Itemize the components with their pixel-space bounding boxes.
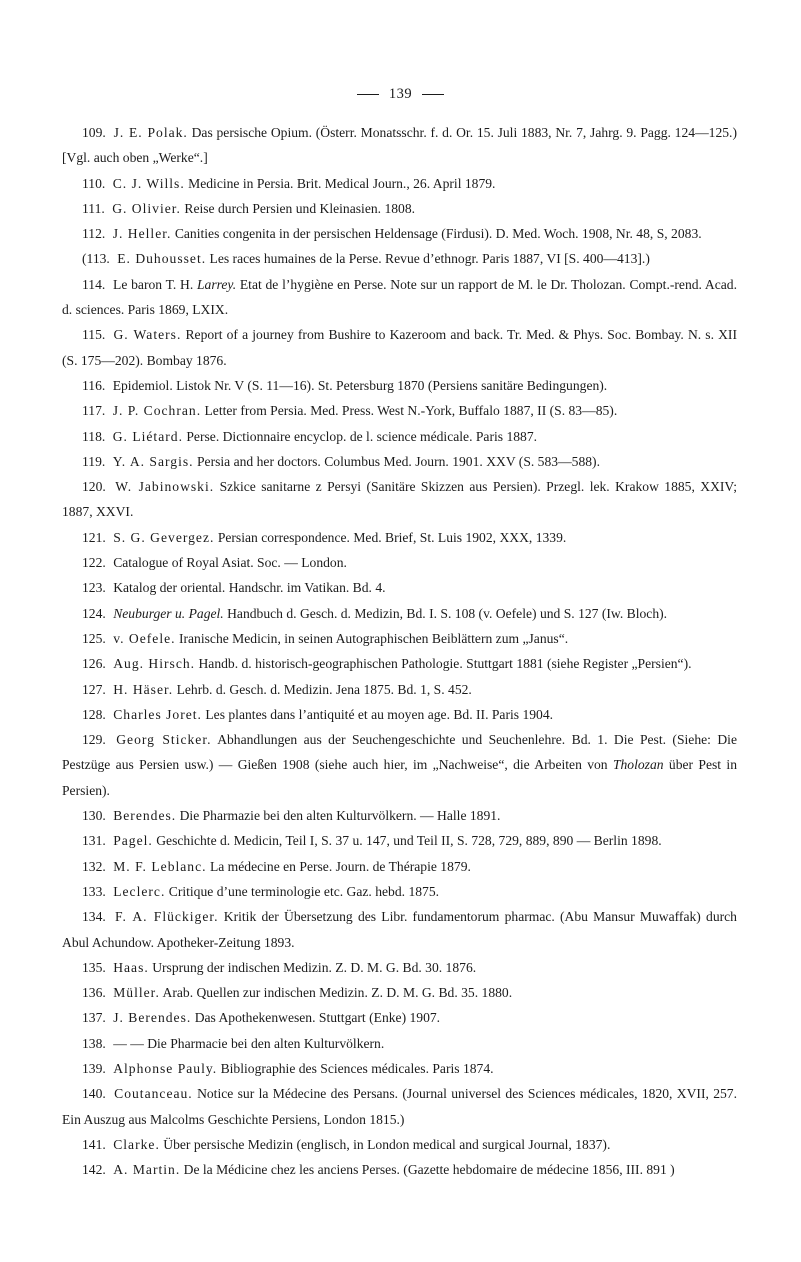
entry-text-tail: über Pest in Persien). <box>62 757 737 798</box>
entry-author: S. G. Gevergez. <box>113 529 215 545</box>
entry-italic-author: Neuburger u. Pagel. <box>113 605 224 621</box>
bibliography-entry <box>62 904 737 955</box>
entry-text: Perse. Dictionnaire encyclop. de l. science médicale. Paris 1887. <box>186 428 538 444</box>
entry-author: Charles Joret. <box>113 706 202 722</box>
entry-text: Les plantes dans l’antiquité et au moyen age. Bd. II. Paris 1904. <box>205 706 554 722</box>
entry-author: Aug. Hirsch. <box>113 656 196 672</box>
entry-text: Medicine in Persia. Brit. Medical Journ., 26. April 1879. <box>188 175 496 191</box>
entry-number: 116. <box>82 377 106 393</box>
entry-number: 140. <box>82 1086 106 1102</box>
entry-text: De la Médicine chez les anciens Perses. (Gazette hebdomaire de médecine 1856, III. 891 ) <box>183 1162 675 1178</box>
entry-text: Persian correspondence. Med. Brief, St. Luis 1902, XXX, 1339. <box>217 529 567 545</box>
entry-author: Alphonse Pauly. <box>113 1060 218 1076</box>
bibliography-entry <box>62 677 737 702</box>
entry-author: Y. A. Sargis. <box>112 453 194 469</box>
entry-author: Clarke. <box>113 1136 160 1152</box>
bibliography-entry <box>62 424 737 449</box>
entry-number: 115. <box>82 327 106 343</box>
bibliography-entry <box>62 854 737 879</box>
bibliography-entry <box>62 171 737 196</box>
bibliography-entry <box>62 980 737 1005</box>
bibliography-entry <box>62 601 737 626</box>
bibliography-entry <box>62 322 737 373</box>
entry-author: G. Liétard. <box>112 428 183 444</box>
entry-number: 139. <box>82 1060 106 1076</box>
entry-author: G. Waters. <box>113 327 182 343</box>
bibliography-entry <box>62 1132 737 1157</box>
bibliography-entry <box>62 1005 737 1030</box>
entry-number: 109. <box>82 125 106 140</box>
entry-text: Die Pharmazie bei den alten Kulturvölkern. — Halle 1891. <box>179 808 501 824</box>
entry-number: 112. <box>82 226 106 242</box>
entry-italic-name: Tholozan <box>612 757 664 773</box>
bibliography-entry <box>62 575 737 600</box>
entry-number: 111. <box>82 200 105 216</box>
entry-author: C. J. Wills. <box>112 175 185 191</box>
entry-author: J. Heller. <box>112 226 172 242</box>
bibliography-entry <box>62 879 737 904</box>
entry-text: Arab. Quellen zur indischen Medizin. Z. D. M. G. Bd. 35. 1880. <box>162 985 513 1001</box>
entry-number: 114. <box>82 276 106 292</box>
entry-number: 138. <box>82 1035 106 1051</box>
entry-number: 124. <box>82 605 106 621</box>
bibliography-list <box>62 120 737 1182</box>
entry-text: Etat de l’hygiène en Perse. Note sur un rapport de M. le Dr. Tholozan. Compt.-rend. Acad. d. sciences. Paris 1869, LXIX. <box>62 276 738 318</box>
header-rule-left <box>357 94 379 95</box>
entry-text: — — Die Pharmacie bei den alten Kulturvölkern. <box>113 1035 385 1051</box>
entry-italic-author: Larrey. <box>196 276 237 292</box>
bibliography-entry <box>62 1031 737 1056</box>
entry-text: Letter from Persia. Med. Press. West N.-York, Buffalo 1887, II (S. 83—85). <box>204 403 618 419</box>
entry-text: Bibliographie des Sciences médicales. Paris 1874. <box>220 1060 494 1076</box>
entry-text: Iranische Medicin, in seinen Autographischen Beiblättern zum „Janus“. <box>178 630 569 646</box>
page-number: 139 <box>388 86 413 102</box>
entry-text: Handbuch d. Gesch. d. Medizin, Bd. I. S. 108 (v. Oefele) und S. 127 (Iw. Bloch). <box>227 605 668 621</box>
entry-number: 134. <box>82 909 106 925</box>
entry-text: Canities congenita in der persischen Heldensage (Firdusi). D. Med. Woch. 1908, Nr. 48, S, 2083. <box>174 226 702 242</box>
entry-author: F. A. Flückiger. <box>115 909 219 925</box>
entry-author: J. E. Polak. <box>113 125 188 140</box>
entry-text: Katalog der oriental. Handschr. im Vatikan. Bd. 4. <box>113 580 386 596</box>
bibliography-entry <box>62 120 737 171</box>
entry-number: 120. <box>82 479 106 495</box>
entry-author: Müller. <box>113 985 160 1001</box>
bibliography-entry <box>62 1157 737 1182</box>
entry-author: E. Duhousset. <box>117 251 207 267</box>
entry-text: La médecine en Perse. Journ. de Thérapie 1879. <box>209 858 471 874</box>
entry-text: Das persische Opium. (Österr. Monatsschr. f. d. Or. 15. Juli 1883, Nr. 7, Jahrg. 9. Pagg. 124—125.) [Vgl. auch oben „Werke“.] <box>62 125 737 166</box>
entry-number: 119. <box>82 453 106 469</box>
entry-author: Pagel. <box>113 833 153 849</box>
entry-number: 133. <box>82 883 106 899</box>
entry-text: Ursprung der indischen Medizin. Z. D. M. G. Bd. 30. 1876. <box>152 959 477 975</box>
entry-author: Coutanceau. <box>114 1086 193 1102</box>
entry-author: M. F. Leblanc. <box>113 858 207 874</box>
entry-number: 118. <box>82 428 106 444</box>
entry-text: Lehrb. d. Gesch. d. Medizin. Jena 1875. Bd. 1, S. 452. <box>176 681 472 697</box>
entry-text: Abhandlungen aus der Seuchengeschichte und Seuchenlehre. Bd. 1. Die Pest. (Siehe: Die Pestzüge aus Persien usw.) — Gießen 1908 (siehe auch hier, im „Nachweise“, die Arbeiten von <box>62 732 737 773</box>
entry-number: 129. <box>82 732 106 748</box>
entry-number: 123. <box>82 580 106 596</box>
entry-text: Kritik der Übersetzung des Libr. fundamentorum pharmac. (Abu Mansur Muwaffak) durch Abul Achundow. Apotheker-Zeitung 1893. <box>62 909 737 950</box>
entry-text: Critique d’une terminologie etc. Gaz. hebd. 1875. <box>168 883 440 899</box>
entry-author: Georg Sticker. <box>116 732 212 748</box>
bibliography-entry <box>62 449 737 474</box>
entry-number: 131. <box>82 833 106 849</box>
entry-number: 110. <box>82 175 106 191</box>
entry-author: v. Oefele. <box>113 630 176 646</box>
bibliography-entry <box>62 803 737 828</box>
entry-text: Das Apothekenwesen. Stuttgart (Enke) 1907. <box>194 1010 441 1026</box>
entry-author: Leclerc. <box>113 883 166 899</box>
entry-text: Handb. d. historisch-geographischen Pathologie. Stuttgart 1881 (siehe Register „Persien“). <box>198 656 692 672</box>
entry-number: 121. <box>82 529 106 545</box>
bibliography-entry <box>62 550 737 575</box>
entry-number: 132. <box>82 858 106 874</box>
entry-number: (113. <box>82 251 110 267</box>
entry-text: Geschichte d. Medicin, Teil I, S. 37 u. 147, und Teil II, S. 728, 729, 889, 890 — Berlin 1898. <box>156 833 662 849</box>
entry-author: H. Häser. <box>113 681 174 697</box>
bibliography-entry <box>62 955 737 980</box>
entry-text: Persia and her doctors. Columbus Med. Journ. 1901. XXV (S. 583—588). <box>196 453 600 469</box>
bibliography-entry <box>62 626 737 651</box>
bibliography-entry <box>62 1081 737 1132</box>
entry-author: Berendes. <box>113 808 177 824</box>
bibliography-entry <box>62 1056 737 1081</box>
entry-number: 128. <box>82 706 106 722</box>
page-header <box>0 86 801 103</box>
entry-author: Haas. <box>113 959 149 975</box>
entry-text: Szkice sanitarne z Persyi (Sanitäre Skizzen aus Persien). Przegl. lek. Krakow 1885, XXIV; 1887, XXVI. <box>62 479 738 520</box>
bibliography-entry <box>62 651 737 676</box>
header-rule-right <box>422 94 444 95</box>
entry-text: Catalogue of Royal Asiat. Soc. — London. <box>113 555 347 571</box>
bibliography-entry <box>62 828 737 853</box>
bibliography-entry <box>62 474 737 525</box>
bibliography-entry <box>62 525 737 550</box>
entry-number: 137. <box>82 1010 106 1026</box>
bibliography-entry <box>62 246 737 271</box>
entry-author: A. Martin. <box>113 1162 181 1178</box>
entry-author-prefix: Le baron T. H. <box>113 276 197 292</box>
entry-number: 142. <box>82 1162 106 1178</box>
entry-number: 122. <box>82 555 106 571</box>
bibliography-entry <box>62 196 737 221</box>
bibliography-entry <box>62 702 737 727</box>
entry-author: J. Berendes. <box>113 1010 192 1026</box>
entry-number: 117. <box>82 403 106 419</box>
entry-text: Les races humaines de la Perse. Revue d’ethnogr. Paris 1887, VI [S. 400—413].) <box>209 251 650 267</box>
entry-number: 130. <box>82 808 106 824</box>
bibliography-entry <box>62 272 737 323</box>
entry-text: Notice sur la Médecine des Persans. (Journal universel des Sciences médicales, 1820, XVII, 257. Ein Auszug aus Malcolms Geschichte Persiens, London 1815.) <box>62 1086 737 1127</box>
entry-number: 141. <box>82 1136 106 1152</box>
entry-author: G. Olivier. <box>112 200 181 216</box>
entry-text: Reise durch Persien und Kleinasien. 1808. <box>184 200 416 216</box>
entry-text: Epidemiol. Listok Nr. V (S. 11—16). St. Petersburg 1870 (Persiens sanitäre Bedingungen). <box>112 377 608 393</box>
entry-author: J. P. Cochran. <box>112 403 202 419</box>
entry-author: W. Jabinowski. <box>115 479 215 495</box>
entry-number: 127. <box>82 681 106 697</box>
entry-number: 135. <box>82 959 106 975</box>
entry-number: 126. <box>82 656 106 672</box>
entry-text: Report of a journey from Bushire to Kazeroom and back. Tr. Med. & Phys. Soc. Bombay. N. s. XII (S. 175—202). Bombay 1876. <box>62 327 737 368</box>
bibliography-entry <box>62 373 737 398</box>
bibliography-entry <box>62 221 737 246</box>
bibliography-entry <box>62 727 737 803</box>
entry-number: 136. <box>82 985 106 1001</box>
entry-text: Über persische Medizin (englisch, in London medical and surgical Journal, 1837). <box>163 1136 611 1152</box>
bibliography-entry <box>62 398 737 423</box>
entry-number: 125. <box>82 630 106 646</box>
